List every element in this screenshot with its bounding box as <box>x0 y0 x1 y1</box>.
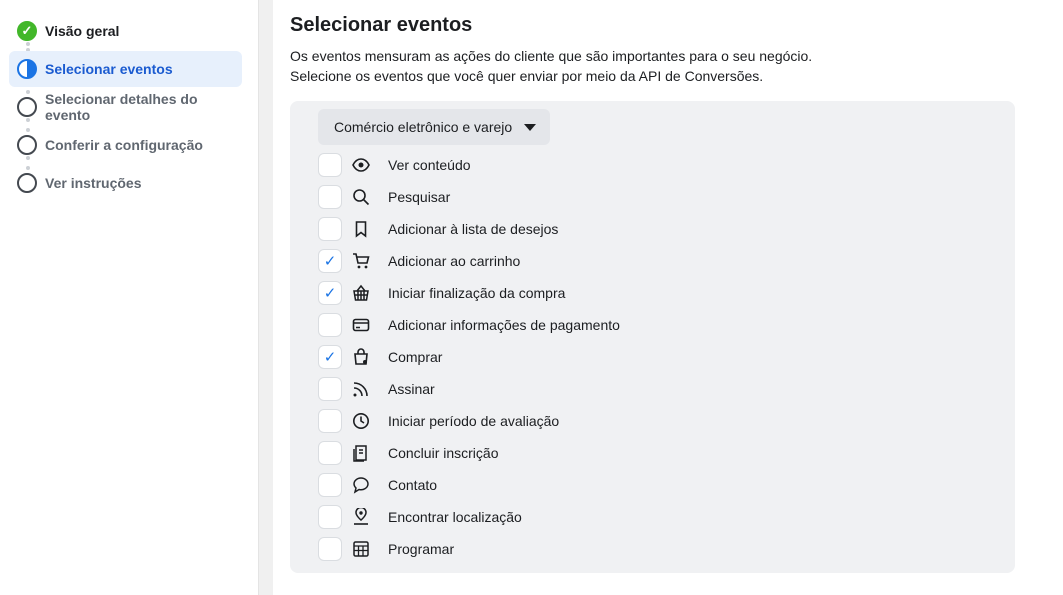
event-checkbox[interactable] <box>318 281 342 305</box>
event-label: Adicionar ao carrinho <box>388 253 521 269</box>
event-checkbox[interactable] <box>318 185 342 209</box>
event-label: Contato <box>388 477 438 493</box>
event-row[interactable] <box>318 409 559 433</box>
shopping-bag-icon <box>352 348 370 366</box>
step-label: Visão geral <box>45 23 120 39</box>
check-circle-icon: ✓ <box>17 21 37 41</box>
step-label: Selecionar detalhes do evento <box>45 91 198 123</box>
event-label: Pesquisar <box>388 189 451 205</box>
event-checkbox[interactable] <box>318 537 342 561</box>
cart-icon <box>352 252 370 270</box>
checkmark-icon: ✓ <box>323 253 337 270</box>
event-checkbox[interactable] <box>318 313 342 337</box>
step-item[interactable] <box>9 89 242 125</box>
basket-icon <box>352 284 370 302</box>
step-item[interactable] <box>9 127 242 163</box>
event-checkbox[interactable] <box>318 345 342 369</box>
event-label: Iniciar finalização da compra <box>388 285 566 301</box>
event-row[interactable] <box>318 345 442 369</box>
step-item[interactable] <box>9 13 242 49</box>
event-label: Concluir inscrição <box>388 445 499 461</box>
sidebar-divider <box>258 0 273 595</box>
category-dropdown[interactable] <box>318 109 550 145</box>
step-label: Conferir a configuração <box>45 137 203 153</box>
event-checkbox[interactable] <box>318 409 342 433</box>
category-dropdown-label: Comércio eletrônico e varejo <box>334 119 513 135</box>
event-row[interactable] <box>318 153 471 177</box>
event-row[interactable] <box>318 249 520 273</box>
chat-bubble-icon <box>352 476 370 494</box>
half-circle-icon <box>17 59 37 79</box>
empty-circle-icon <box>17 135 37 155</box>
checkmark-icon: ✓ <box>323 349 337 366</box>
step-label: Ver instruções <box>45 175 142 191</box>
event-row[interactable] <box>318 281 565 305</box>
checkmark-icon: ✓ <box>323 285 337 302</box>
steps-sidebar <box>0 0 258 595</box>
bookmark-icon <box>352 220 370 238</box>
event-checkbox[interactable] <box>318 377 342 401</box>
event-row[interactable] <box>318 217 558 241</box>
description-line: Os eventos mensuram as ações do cliente que são importantes para o seu negócio. <box>290 48 813 64</box>
event-row[interactable] <box>318 377 435 401</box>
step-item[interactable] <box>9 165 242 201</box>
event-label: Assinar <box>388 381 435 397</box>
event-row[interactable] <box>318 441 498 465</box>
event-checkbox[interactable] <box>318 249 342 273</box>
event-label: Iniciar período de avaliação <box>388 413 560 429</box>
empty-circle-icon <box>17 97 37 117</box>
caret-down-icon <box>524 124 536 131</box>
event-label: Adicionar à lista de desejos <box>388 221 559 237</box>
calendar-grid-icon <box>352 540 370 558</box>
description-line: Selecione os eventos que você quer enviar por meio da API de Conversões. <box>290 68 764 84</box>
event-label: Programar <box>388 541 455 557</box>
event-label: Ver conteúdo <box>388 157 471 173</box>
event-row[interactable] <box>318 185 450 209</box>
page-title: Selecionar eventos <box>290 14 473 36</box>
event-row[interactable] <box>318 313 620 337</box>
form-icon <box>352 444 370 462</box>
clock-icon <box>352 412 370 430</box>
rss-icon <box>352 380 370 398</box>
event-checkbox[interactable] <box>318 153 342 177</box>
search-icon <box>352 188 370 206</box>
event-checkbox[interactable] <box>318 217 342 241</box>
step-label: Selecionar eventos <box>45 61 173 77</box>
event-checkbox[interactable] <box>318 473 342 497</box>
event-checkbox[interactable] <box>318 505 342 529</box>
credit-card-icon <box>352 316 370 334</box>
events-panel <box>290 101 1015 573</box>
event-row[interactable] <box>318 537 454 561</box>
event-row[interactable] <box>318 505 522 529</box>
step-item[interactable] <box>9 51 242 87</box>
event-row[interactable] <box>318 473 437 497</box>
eye-icon <box>352 156 370 174</box>
event-label: Encontrar localização <box>388 509 522 525</box>
event-label: Comprar <box>388 349 443 365</box>
empty-circle-icon <box>17 173 37 193</box>
event-checkbox[interactable] <box>318 441 342 465</box>
page-description <box>290 46 812 86</box>
location-pin-icon <box>352 508 370 526</box>
event-label: Adicionar informações de pagamento <box>388 317 620 333</box>
